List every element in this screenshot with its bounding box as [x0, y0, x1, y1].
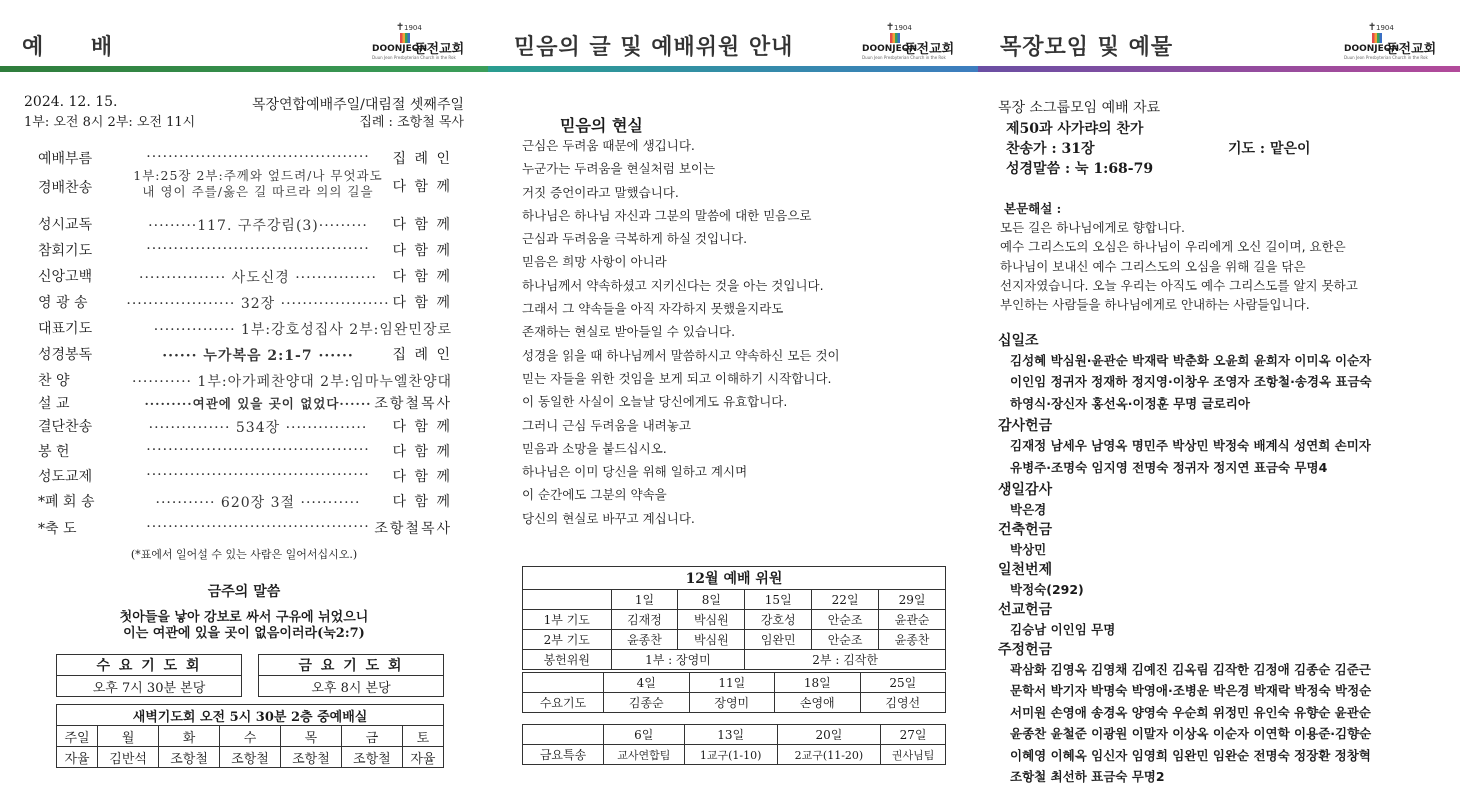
dawn-days-row [57, 726, 444, 747]
worship-row-leader: 다 함 께 [392, 419, 452, 435]
header-stripe [488, 66, 978, 72]
offering-category: 일천번제 [998, 562, 1053, 578]
committee-date: 29일 [879, 590, 946, 610]
weekly-word-line2: 이는 여관에 있을 곳이 없음이러라(눅2:7) [123, 626, 365, 641]
scripture-reference: 성경말씀 : 눅 1:68-79 [1006, 161, 1154, 177]
committee-row [523, 610, 946, 630]
worship-row-label: 봉 헌 [38, 444, 70, 460]
worship-row-detail: ···················· 32장 ···················· [126, 296, 390, 312]
worship-row-label: 대표기도 [38, 321, 93, 337]
dawn-day: 토 [402, 726, 443, 747]
offering-names: 이인임 정귀자 정재하 정지영·이창우 조영자 조항철·송경옥 표금숙 [1010, 374, 1372, 390]
worship-row [28, 168, 452, 199]
dawn-leader: 김반석 [98, 747, 159, 768]
worship-row-leader: 다 함 께 [392, 444, 452, 460]
committee-date: 22일 [812, 590, 879, 610]
dawn-day: 월 [98, 726, 159, 747]
worship-row-label: 성도교제 [38, 469, 93, 485]
worship-row-detail: ··········· 1부:아가페찬양대 2부:임마누엘찬양대 [132, 374, 452, 390]
dawn-leader: 조항철 [159, 747, 220, 768]
friday-prayer-box [258, 654, 444, 697]
church-logo [372, 22, 472, 58]
worship-row-detail: ······ 누가복음 2:1-7 ······ [162, 348, 354, 364]
dawn-leader: 조항철 [220, 747, 281, 768]
committee-rows [523, 610, 946, 650]
panel-header [978, 0, 1460, 66]
committee-member: 윤종찬 [879, 630, 946, 650]
poem-line: 당신의 현실로 바꾸고 계십니다. [522, 510, 695, 526]
worship-row-detail: ··············· 534장 ··············· [148, 420, 368, 436]
offering-names: 김재정 남세우 남영옥 명민주 박상민 박정숙 배계식 성연희 손미자 [1010, 438, 1371, 454]
committee-date: 1일 [611, 590, 678, 610]
offering-category: 건축헌금 [998, 522, 1053, 538]
wednesday-date: 25일 [860, 673, 946, 693]
commentary-line: 예수 그리스도의 오심은 하나님이 우리에게 오신 길이며, 요한은 [1000, 239, 1346, 255]
panel-title: 믿음의 글 및 예배위원 안내 [514, 35, 794, 60]
dawn-leader: 조항철 [341, 747, 402, 768]
hymn-number: 찬송가 : 31장 [1006, 141, 1095, 157]
header-stripe [978, 66, 1460, 72]
logo-mark-icon [890, 33, 900, 43]
worship-row [28, 370, 452, 392]
worship-row-leader: 다 함 께 [392, 269, 452, 285]
logo-korean: 둔전교회 [904, 42, 955, 57]
wednesday-label: 수요기도 [523, 693, 604, 713]
logo-mark-icon [1372, 33, 1382, 43]
poem-line: 그러니 근심 두려움을 내려놓고 [522, 417, 691, 433]
dawn-leader: 자율 [57, 747, 98, 768]
wednesday-prayer-time: 오후 7시 30분 본당 [57, 676, 242, 697]
committee-member: 박심원 [678, 630, 745, 650]
dawn-day: 수 [220, 726, 281, 747]
worship-row-leader: 다 함 께 [392, 295, 452, 311]
friday-date: 13일 [684, 725, 777, 745]
service-name: 목장연합예배주일/대림절 셋째주일 [251, 97, 464, 113]
poem-line: 하나님은 이미 당신을 위해 일하고 계시며 [522, 464, 748, 480]
poem-line: 이 순간에도 그분의 약속을 [522, 487, 667, 503]
commentary-line: 선지자였습니다. 오늘 우리는 아직도 예수 그리스도를 알지 못하고 [1000, 277, 1358, 293]
church-logo [1344, 22, 1444, 58]
commentary-line: 부인하는 사람들을 하나님에게로 안내하는 사람들입니다. [1000, 297, 1310, 313]
poem-line: 존재하는 현실로 받아들일 수 있습니다. [522, 324, 736, 340]
committee-date: 15일 [745, 590, 812, 610]
poem-line: 근심은 두려움 때문에 생깁니다. [522, 138, 695, 153]
offering-committee-first: 1부 : 장영미 [611, 650, 745, 670]
worship-row-label: *폐 회 송 [38, 494, 95, 510]
offering-names: 문학서 박기자 박명숙 박영애·조병운 박은경 박재락 박정숙 박정순 [1010, 683, 1372, 699]
poem-line: 믿음은 희망 사항이 아니라 [522, 254, 667, 270]
friday-team: 2교구(11-20) [777, 745, 881, 765]
wednesday-leader: 김영선 [860, 693, 946, 713]
offering-committee-row [523, 650, 946, 670]
offering-category: 생일감사 [998, 482, 1053, 498]
lesson-title: 제50과 사가랴의 찬가 [1006, 121, 1144, 137]
committee-date: 8일 [678, 590, 745, 610]
commentary-label: 본문해설 : [1004, 201, 1062, 216]
worship-row-leader: 다 함 께 [392, 469, 452, 485]
poem-title: 믿음의 현실 [560, 116, 643, 135]
wednesday-prayer-title: 수 요 기 도 회 [57, 655, 242, 676]
friday-special-song-schedule [522, 724, 946, 765]
cross-icon: ✝ [886, 22, 895, 33]
logo-mark-icon [400, 33, 410, 43]
offering-names: 김승남 이인임 무명 [1010, 622, 1116, 637]
worship-row [28, 518, 452, 540]
worship-row-detail: ··········· 620장 3절 ··········· [155, 495, 361, 511]
worship-row [28, 292, 452, 314]
offering-names: 박상민 [1010, 542, 1047, 557]
worship-row-label: 성시교독 [38, 217, 93, 233]
cross-icon: ✝ [1368, 22, 1377, 33]
worship-row-leader: 조항철목사 [374, 396, 452, 412]
worship-row-leader: 다 함 께 [392, 217, 452, 233]
commentary-line: 모든 길은 하나님에게로 향합니다. [1000, 220, 1185, 235]
worship-row-label: *축 도 [38, 521, 77, 537]
worship-row [28, 240, 452, 262]
worship-row-detail: ········································· [146, 519, 370, 535]
worship-row-detail: ·········여관에 있을 곳이 없었다······ [144, 396, 372, 411]
worship-row-leader: 조항철목사 [374, 521, 452, 537]
worship-row [28, 491, 452, 513]
offering-names: 박은경 [1010, 502, 1047, 517]
offering-category: 주정헌금 [998, 642, 1053, 658]
worship-row-detail: 1부:25장 2부:주께와 엎드려/나 무엇과도 내 영이 주를/옳은 길 따르라 의의 길을 [133, 168, 383, 199]
poem-line: 하나님은 하나님 자신과 그분의 말씀에 대한 믿음으로 [522, 207, 812, 223]
material-title: 목장 소그룹모임 예배 자료 [998, 100, 1161, 116]
wednesday-dates-row [523, 673, 946, 693]
poem-body [522, 134, 942, 530]
committee-member: 안순조 [812, 630, 879, 650]
wednesday-date: 18일 [775, 673, 861, 693]
worship-row-label: 참회기도 [38, 243, 93, 259]
dawn-day: 화 [159, 726, 220, 747]
standing-note: (*표에서 일어설 수 있는 사람은 일어서십시오.) [130, 548, 358, 561]
offering-names: 유병주·조명숙 임지영 전명숙 정귀자 정지연 표금숙 무명4 [1010, 459, 1328, 475]
dawn-day: 목 [280, 726, 341, 747]
worship-row-leader: 다 함 께 [392, 179, 452, 195]
logo-subtitle: Duun Jeon Presbyterian Church in the Rok [862, 55, 946, 60]
poem-line: 거짓 증언이라고 말했습니다. [522, 184, 679, 200]
poem-line: 누군가는 두려움을 현실처럼 보이는 [522, 161, 716, 177]
offering-category: 선교헌금 [998, 602, 1053, 618]
december-worship-committee-table [522, 566, 946, 670]
worship-row-detail: ··············· 1부:강호성집사 2부:임완민장로 [153, 322, 452, 338]
worship-row-leader: 집 례 인 [392, 347, 452, 363]
committee-title: 12월 예배 위원 [523, 567, 946, 590]
weekly-word-line1: 첫아들을 낳아 강보로 싸서 구유에 뉘었으니 [119, 610, 369, 625]
worship-row-detail: ········································· [146, 241, 370, 257]
worship-row [28, 266, 452, 288]
committee-row-label: 1부 기도 [523, 610, 612, 630]
logo-korean: 둔전교회 [1386, 42, 1437, 57]
commentary-line: 하나님이 보내신 예수 그리스도의 오심을 위해 길을 닦은 [1000, 258, 1306, 274]
worship-row-label: 경배찬송 [38, 180, 93, 196]
logo-year: 1904 [1376, 24, 1394, 32]
empty-cell [523, 725, 604, 745]
committee-dates-row [523, 590, 946, 610]
offering-names: 서미원 손영애 송경옥 양영숙 우순희 위정민 유인숙 유향순 윤관순 [1010, 704, 1371, 720]
committee-member: 임완민 [745, 630, 812, 650]
worship-panel [0, 0, 488, 807]
friday-team: 1교구(1-10) [684, 745, 777, 765]
wednesday-date: 11일 [689, 673, 775, 693]
panel-header [488, 0, 978, 66]
cell-group-panel [978, 0, 1460, 807]
worship-row-label: 설 교 [38, 396, 70, 412]
cross-icon: ✝ [396, 22, 405, 33]
offering-names: 곽삼화 김영옥 김영채 김예진 김옥림 김작한 김정애 김종순 김준근 [1010, 662, 1371, 677]
friday-date: 20일 [777, 725, 881, 745]
weekly-word-title: 금주의 말씀 [207, 584, 281, 600]
panel-header [0, 0, 488, 66]
panel-title: 예 배 [22, 35, 133, 60]
church-logo [862, 22, 962, 58]
committee-member: 강호성 [745, 610, 812, 630]
wednesday-leader: 손영애 [775, 693, 861, 713]
committee-member: 윤종찬 [611, 630, 678, 650]
friday-teams-row [523, 745, 946, 765]
offering-committee-second: 2부 : 김작한 [745, 650, 946, 670]
panel-title: 목장모임 및 예물 [1000, 35, 1174, 60]
worship-row [28, 441, 452, 463]
worship-row [28, 148, 452, 170]
worship-row-detail: ················ 사도신경 ··············· [139, 270, 377, 286]
friday-team: 권사님팀 [881, 745, 946, 765]
wednesday-leader: 김종순 [604, 693, 690, 713]
worship-row [28, 466, 452, 488]
logo-year: 1904 [894, 24, 912, 32]
wednesday-leader: 장영미 [689, 693, 775, 713]
friday-prayer-title: 금 요 기 도 회 [259, 655, 444, 676]
committee-row-label: 2부 기도 [523, 630, 612, 650]
friday-label: 금요특송 [523, 745, 604, 765]
friday-dates-row [523, 725, 946, 745]
commentary-body [1000, 218, 1358, 314]
logo-subtitle: Duun Jeon Presbyterian Church in the Rok [1344, 55, 1428, 60]
offering-names: 이혜영 이혜옥 임신자 임영희 임완민 임완순 전명숙 정장환 정창혁 [1010, 747, 1371, 763]
worship-row-detail: ········································· [146, 442, 370, 458]
poem-line: 믿는 자들을 위한 것임을 보게 되고 이해하기 시작합니다. [522, 370, 832, 386]
faith-panel [488, 0, 978, 807]
worship-row-label: 결단찬송 [38, 419, 93, 435]
worship-row-label: 찬 양 [38, 373, 70, 389]
wednesday-leaders-row [523, 693, 946, 713]
dawn-leader: 조항철 [280, 747, 341, 768]
dawn-prayer-table [56, 704, 444, 768]
poem-line: 믿음과 소망을 붙드십시오. [522, 440, 667, 456]
worship-row-label: 신앙고백 [38, 269, 93, 285]
dawn-names-row [57, 747, 444, 768]
worship-row-detail: ········································· [146, 149, 370, 165]
prayer-assignment: 기도 : 맡은이 [1228, 141, 1311, 157]
worship-row-leader: 다 함 께 [392, 494, 452, 510]
offering-names: 조항철 최선하 표금숙 무명2 [1010, 769, 1165, 784]
service-times: 1부: 오전 8시 2부: 오전 11시 [24, 115, 196, 130]
logo-subtitle: Duun Jeon Presbyterian Church in the Rok [372, 55, 456, 60]
poem-line: 근심과 두려움을 극복하게 하실 것입니다. [522, 231, 748, 247]
logo-year: 1904 [404, 24, 422, 32]
offering-names: 윤종찬 윤철준 이광원 이말자 이상옥 이순자 이연학 이용준·김향순 [1010, 726, 1372, 742]
dawn-day: 주일 [57, 726, 98, 747]
worship-row [28, 416, 452, 438]
committee-row [523, 630, 946, 650]
service-date: 2024. 12. 15. [24, 94, 118, 110]
dawn-prayer-title: 새벽기도회 오전 5시 30분 2층 중예배실 [57, 705, 444, 726]
committee-member: 김재정 [611, 610, 678, 630]
committee-member: 안순조 [812, 610, 879, 630]
offering-committee-label: 봉헌위원 [523, 650, 612, 670]
offering-names: 김성혜 박심원·윤관순 박재락 박춘화 오윤희 윤희자 이미옥 이순자 [1010, 353, 1372, 368]
poem-line: 하나님께서 약속하셨고 지키신다는 것을 아는 것입니다. [522, 277, 824, 293]
offering-category: 십일조 [998, 333, 1039, 349]
friday-prayer-time: 오후 8시 본당 [259, 676, 444, 697]
empty-cell [523, 590, 612, 610]
worship-row [28, 318, 452, 340]
poem-line: 성경을 읽을 때 하나님께서 말씀하시고 약속하신 모든 것이 [522, 347, 840, 363]
worship-row-label: 예배부름 [38, 151, 93, 167]
worship-row-leader: 집 례 인 [392, 151, 452, 167]
worship-row-label: 영 광 송 [38, 295, 88, 311]
worship-row [28, 214, 452, 236]
worship-row [28, 393, 452, 415]
offering-names: 박정숙(292) [1010, 582, 1084, 597]
logo-korean: 둔전교회 [414, 42, 465, 57]
poem-line: 그래서 그 약속들을 아직 자각하지 못했을지라도 [522, 301, 784, 317]
officiant: 집례 : 조항철 목사 [359, 115, 464, 130]
committee-member: 윤관순 [879, 610, 946, 630]
dawn-day: 금 [341, 726, 402, 747]
wednesday-prayer-schedule [522, 672, 946, 713]
committee-member: 박심원 [678, 610, 745, 630]
wednesday-prayer-box [56, 654, 242, 697]
logo-english: DOONJEON [862, 44, 917, 54]
logo-english: DOONJEON [1344, 44, 1399, 54]
wednesday-date: 4일 [604, 673, 690, 693]
dawn-leader: 자율 [402, 747, 443, 768]
header-stripe [0, 66, 488, 72]
worship-row [28, 344, 452, 366]
friday-date: 6일 [604, 725, 685, 745]
offering-category: 감사헌금 [998, 418, 1053, 435]
worship-row-leader: 다 함 께 [392, 243, 452, 259]
poem-line: 이 동일한 사실이 오늘날 당신에게도 유효합니다. [522, 394, 788, 410]
worship-row-detail: ·········117. 구주강림(3)········· [148, 218, 368, 234]
friday-team: 교사연합팀 [604, 745, 685, 765]
friday-date: 27일 [881, 725, 946, 745]
empty-cell [523, 673, 604, 693]
offering-names: 하영식·장신자 홍선옥·이정훈 무명 글로리아 [1010, 395, 1250, 411]
worship-row-label: 성경봉독 [38, 347, 93, 363]
logo-english: DOONJEON [372, 44, 427, 54]
worship-row-detail: ········································· [146, 467, 370, 483]
